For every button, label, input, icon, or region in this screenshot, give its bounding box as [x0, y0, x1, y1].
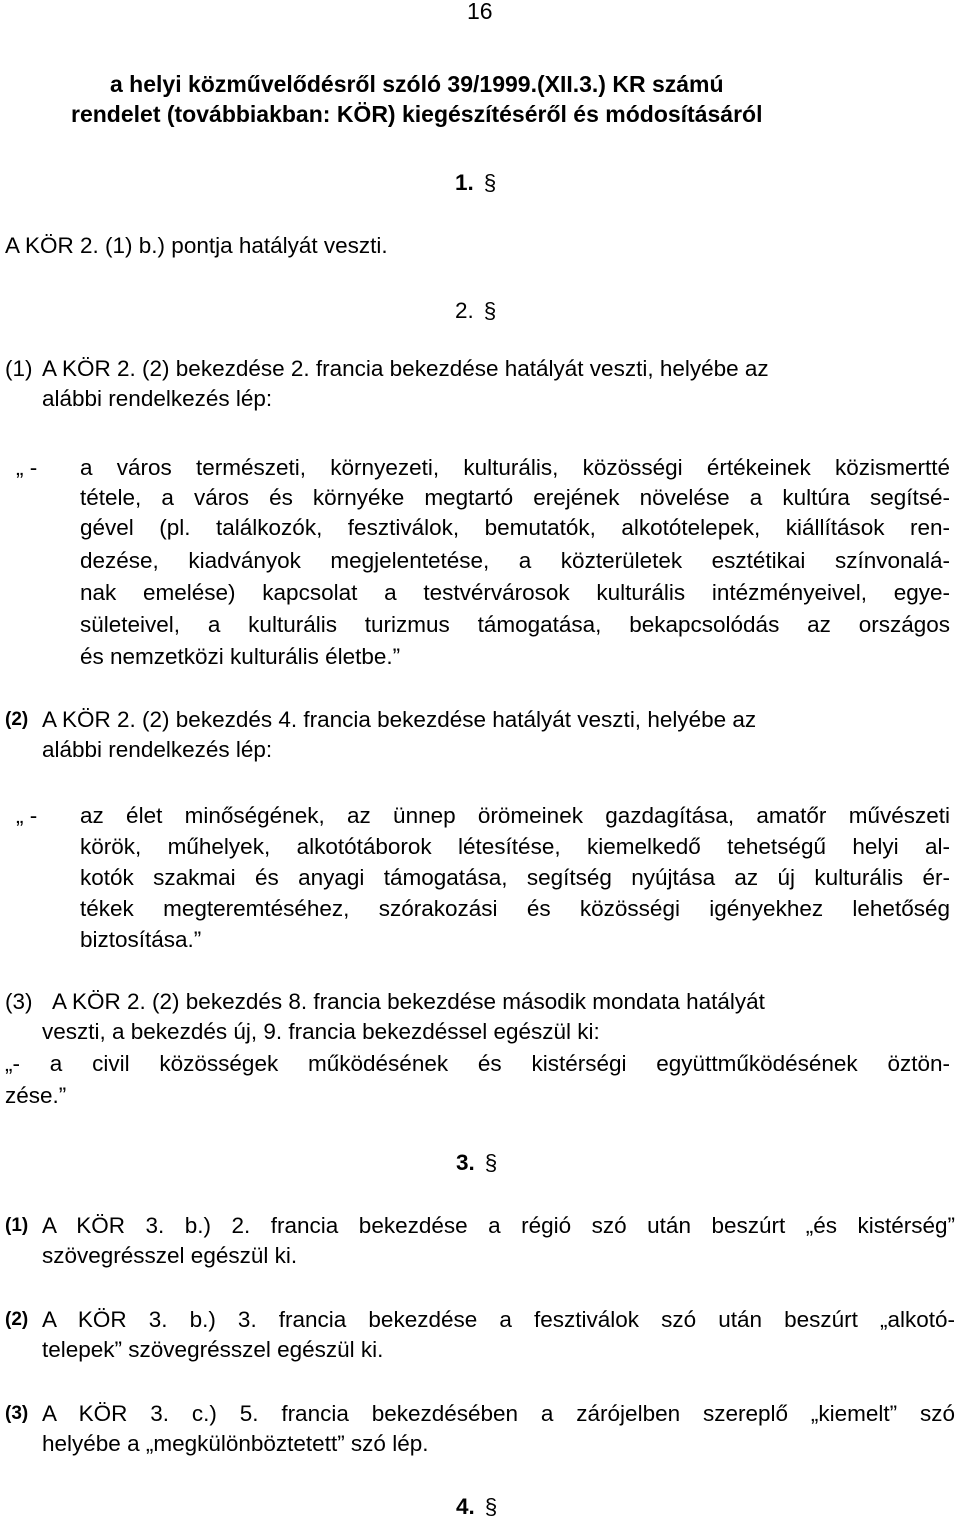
section-number: 3.	[456, 1150, 475, 1175]
s2-q2-line: az élet minőségének, az ünnep örömeinek gazdagítása, amatőr művészeti	[80, 803, 950, 828]
s3-p3-label: (3)	[5, 1403, 29, 1424]
s2-p2-line1: A KÖR 2. (2) bekezdés 4. francia bekezdése hatályát veszti, helyébe az	[42, 707, 757, 732]
s2-q2-line: kotók szakmai és anyagi támogatása, segítség nyújtása az új kulturális ér-	[80, 865, 950, 890]
s2-q2-line: tékek megteremtéséhez, szórakozási és közösségi igényekhez lehetőség	[80, 896, 950, 921]
s2-p3-label: (3)	[5, 989, 33, 1014]
s2-q1-line: dezése, kiadványok megjelentetése, a közterületek esztétikai színvonalá-	[80, 548, 950, 573]
s2-p3-line4: zése.”	[5, 1083, 67, 1108]
s3-p2-label: (2)	[5, 1309, 29, 1330]
s2-p2-line2: alábbi rendelkezés lép:	[42, 737, 273, 762]
s2-q1-line: gével (pl. találkozók, fesztiválok, bemutatók, alkotótelepek, kiállítások ren-	[80, 515, 950, 540]
section-sign-icon: §	[483, 170, 497, 195]
s3-p1-label: (1)	[5, 1215, 29, 1236]
title-line-2: rendelet (továbbiakban: KÖR) kiegészítéséről és módosításáról	[71, 101, 763, 127]
s3-p3-line1: A KÖR 3. c.) 5. francia bekezdésében a zárójelben szereplő „kiemelt” szó	[42, 1401, 955, 1426]
s2-q2-dash: „ -	[16, 803, 38, 828]
s2-q1-line: nak emelése) kapcsolat a testvérvárosok kulturális intézményeivel, egye-	[80, 580, 950, 605]
section-1-heading	[455, 168, 496, 198]
section-sign-icon: §	[484, 1494, 498, 1519]
s2-q1-line: sületeivel, a kulturális turizmus támogatása, bekapcsolódás az országos	[80, 612, 950, 637]
s2-p1-label: (1)	[5, 356, 33, 381]
s2-q2-line: körök, műhelyek, alkotótáborok létesítése, kiemelkedő tehetségű helyi al-	[80, 834, 950, 859]
s3-p2-line1: A KÖR 3. b.) 3. francia bekezdése a fesztiválok szó után beszúrt „alkotó-	[42, 1307, 955, 1332]
s3-p1-line2: szövegrésszel egészül ki.	[42, 1243, 298, 1268]
section-3-heading	[456, 1148, 497, 1178]
section-4-heading	[456, 1492, 497, 1522]
s2-p3-line2: veszti, a bekezdés új, 9. francia bekezdéssel egészül ki:	[42, 1019, 600, 1044]
s2-q1-line: és nemzetközi kulturális életbe.”	[80, 644, 401, 669]
section-2-heading	[455, 296, 496, 326]
s2-p3-line1: A KÖR 2. (2) bekezdés 8. francia bekezdése második mondata hatályát	[52, 989, 765, 1014]
s3-p3-line2: helyébe a „megkülönböztetett” szó lép.	[42, 1431, 429, 1456]
section-sign-icon: §	[483, 298, 497, 323]
s2-p1-line2: alábbi rendelkezés lép:	[42, 386, 273, 411]
s1-text: A KÖR 2. (1) b.) pontja hatályát veszti.	[5, 233, 388, 258]
s2-q2-line: biztosítása.”	[80, 927, 202, 952]
section-number: 2.	[455, 298, 474, 323]
s2-q1-dash: „ -	[16, 455, 38, 480]
s2-p1-line1: A KÖR 2. (2) bekezdése 2. francia bekezdése hatályát veszti, helyébe az	[42, 356, 769, 381]
s2-q1-line: a város természeti, környezeti, kulturális, közösségi értékeinek közismertté	[80, 455, 950, 480]
title-line-1: a helyi közművelődésről szóló 39/1999.(XII.3.) KR számú	[110, 71, 724, 97]
s2-p2-label: (2)	[5, 709, 29, 730]
section-number: 1.	[455, 170, 474, 195]
section-number: 4.	[456, 1494, 475, 1519]
section-sign-icon: §	[484, 1150, 498, 1175]
s2-p3-line3: „- a civil közösségek működésének és kistérségi együttműködésének öztön-	[5, 1051, 950, 1076]
page-number: 16	[467, 0, 493, 24]
s3-p2-line2: telepek” szövegrésszel egészül ki.	[42, 1337, 384, 1362]
s2-q1-line: tétele, a város és környéke megtartó erejének növelése a kultúra segítsé-	[80, 485, 950, 510]
s3-p1-line1: A KÖR 3. b.) 2. francia bekezdése a régió szó után beszúrt „és kistérség”	[42, 1213, 955, 1238]
